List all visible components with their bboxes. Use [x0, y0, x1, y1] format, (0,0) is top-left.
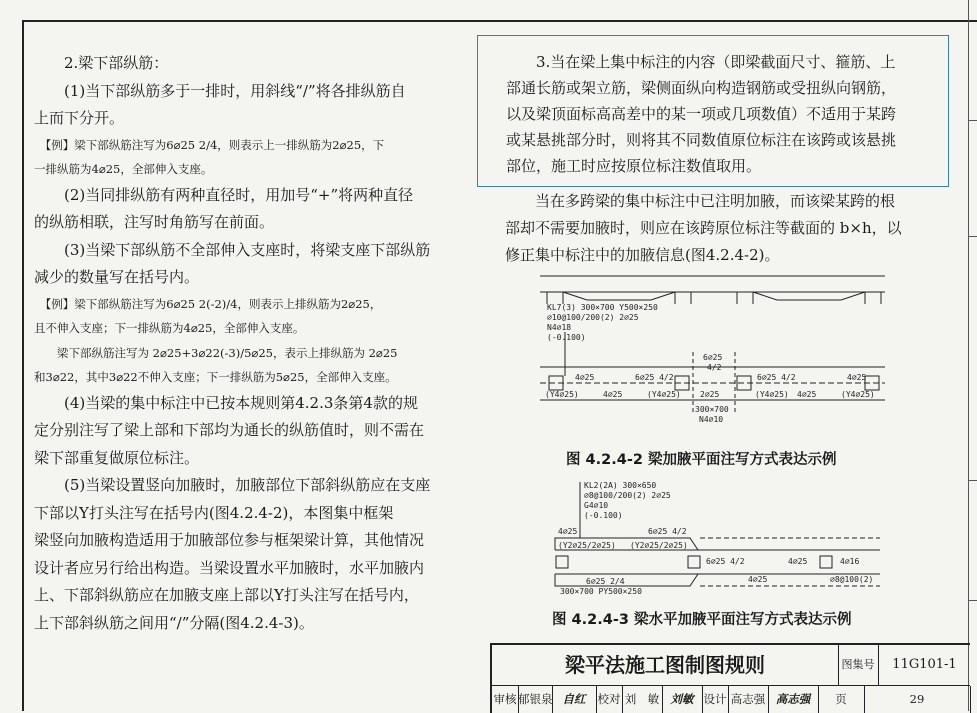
svg-text:6⌀25 4/2: 6⌀25 4/2: [635, 373, 674, 382]
callout-box: [477, 35, 949, 187]
title-block-cell: 郁银泉: [518, 686, 553, 713]
svg-text:4⌀25: 4⌀25: [797, 390, 817, 399]
left-text-line: (5)当梁设置竖向加腋时，加腋部位下部斜纵筋应在支座: [34, 476, 431, 494]
svg-text:4⌀25: 4⌀25: [558, 527, 578, 536]
svg-text:N4⌀10: N4⌀10: [699, 415, 724, 424]
title-block-cell: 审核: [492, 686, 519, 713]
svg-text:G4⌀10: G4⌀10: [584, 501, 609, 510]
left-text-line: (1)当下部纵筋多于一排时，用斜线“/”将各排纵筋自: [34, 81, 406, 100]
left-text-line: 减少的数量写在括号内。: [34, 268, 200, 286]
title-block-cell: 刘 敏: [622, 686, 663, 713]
page-frame-left: [22, 20, 24, 711]
title-block-signature-row: [492, 686, 970, 713]
left-text-line: (2)当同排纵筋有两种直径时，用加号“+”将两种直径: [34, 185, 414, 204]
svg-text:6⌀25: 6⌀25: [703, 353, 723, 362]
svg-text:KL7(3) 300×700 Y500×250: KL7(3) 300×700 Y500×250: [547, 303, 658, 312]
title-block-cell: 高志强: [728, 686, 769, 713]
left-text-line: 梁下部纵筋注写为 2⌀25+3⌀22(-3)/5⌀25，表示上排纵筋为 2⌀25: [34, 345, 398, 360]
figure-4-2-4-3-caption: 图 4.2.4-3 梁水平加腋平面注写方式表达示例: [552, 612, 852, 628]
figure-4-2-4-2: [535, 272, 895, 444]
svg-text:4⌀16: 4⌀16: [840, 557, 860, 566]
drawing-title: 梁平法施工图制图规则: [492, 645, 839, 686]
signature: 自红: [552, 686, 597, 713]
figure-4-2-4-2-caption: 图 4.2.4-2 梁加腋平面注写方式表达示例: [566, 452, 837, 468]
svg-text:6⌀25 4/2: 6⌀25 4/2: [706, 557, 745, 566]
svg-text:⌀8@100/200(2) 2⌀25: ⌀8@100/200(2) 2⌀25: [584, 491, 671, 500]
svg-text:N4⌀18: N4⌀18: [547, 323, 572, 332]
svg-text:(-0.100): (-0.100): [584, 511, 623, 520]
left-text-line: 梁竖向加腋构造适用于加腋部位参与框架梁计算，其他情况: [34, 531, 425, 549]
left-text-line: 【例】梁下部纵筋注写为6⌀25 2/4，则表示上一排纵筋为2⌀25，下: [34, 137, 385, 152]
left-text-line: 设计者应另行给出构造。当梁设置水平加腋时，水平加腋内: [34, 558, 425, 577]
left-text-line: (4)当梁的集中标注中已按本规则第4.2.3条第4款的规: [34, 393, 418, 412]
atlas-label: 图集号: [838, 645, 879, 686]
svg-text:⌀10@100/200(2) 2⌀25: ⌀10@100/200(2) 2⌀25: [547, 313, 639, 322]
callout-text-line: 或某悬挑部分时，则将其不同数值原位标注在该跨或该悬挑: [506, 131, 897, 149]
signature: 高志强: [768, 686, 819, 713]
left-text-line: 和3⌀22，其中3⌀22不伸入支座；下一排纵筋为5⌀25，全部伸入支座。: [34, 370, 397, 384]
left-text-line: 的纵筋相联，注写时角筋写在前面。: [34, 213, 275, 231]
callout-text-line: 部通长筋或架立筋，梁侧面纵向构造钢筋或受扭纵向钢筋，: [506, 79, 897, 97]
svg-text:(-0.100): (-0.100): [547, 333, 586, 342]
svg-text:4⌀25: 4⌀25: [603, 390, 623, 399]
callout-text-line: 以及梁顶面标高高差中的某一项或几项数值）不适用于某跨: [506, 105, 897, 123]
svg-text:KL2(2A) 300×650: KL2(2A) 300×650: [584, 481, 657, 490]
left-text-line: 2.梁下部纵筋：: [34, 54, 169, 72]
svg-text:300×700: 300×700: [695, 405, 729, 414]
figure-4-2-4-3: [550, 478, 890, 596]
signature: 刘敏: [662, 686, 703, 713]
svg-text:(Y2⌀25/2⌀25): (Y2⌀25/2⌀25): [558, 541, 616, 550]
left-text-line: 下部以Y打头注写在括号内(图4.2.4-2)，本图集中框架: [34, 503, 394, 522]
left-text-line: 梁下部重复做原位标注。: [34, 448, 200, 467]
left-text-line: 定分别注写了梁上部和下部均为通长的纵筋值时，则不需在: [34, 421, 425, 439]
title-block-cell: 页: [818, 686, 865, 713]
left-text-line: (3)当梁下部纵筋不全部伸入支座时，将梁支座下部纵筋: [34, 240, 431, 259]
right-text-line: 当在多跨梁的集中标注中已注明加腋，而该梁某跨的根: [505, 192, 896, 210]
svg-text:300×700 PY500×250: 300×700 PY500×250: [560, 587, 642, 596]
svg-text:6⌀25 4/2: 6⌀25 4/2: [648, 527, 687, 536]
left-text-line: 上而下分开。: [34, 109, 125, 127]
left-text-line: 上、下部斜纵筋应在加腋支座上部以Y打头注写在括号内，: [34, 586, 419, 604]
atlas-number: 11G101-1: [879, 645, 970, 686]
svg-text:4⌀25: 4⌀25: [575, 373, 595, 382]
right-text-line: 修正集中标注中的加腋信息(图4.2.4-2)。: [505, 246, 780, 264]
right-text-line: 部却不需要加腋时，则应在该跨原位标注等截面的 b×h，以: [505, 219, 902, 237]
left-text-line: 且不伸入支座；下一排纵筋为4⌀25，全部伸入支座。: [34, 321, 305, 335]
page-edge-marks: [968, 0, 977, 711]
title-block-cell: 29: [864, 686, 971, 713]
callout-text-line: 部位，施工时应按原位标注数值取用。: [506, 157, 762, 175]
left-text-line: 【例】梁下部纵筋注写为6⌀25 2(-2)/4，则表示上排纵筋为2⌀25，: [34, 296, 382, 311]
page-frame-top: [22, 20, 977, 22]
svg-text:(Y4⌀25): (Y4⌀25): [647, 390, 681, 399]
svg-text:(Y2⌀25/2⌀25): (Y2⌀25/2⌀25): [630, 541, 688, 550]
svg-text:6⌀25 2/4: 6⌀25 2/4: [586, 577, 625, 586]
title-block: [490, 643, 970, 713]
svg-text:(Y4⌀25): (Y4⌀25): [841, 390, 875, 399]
left-text-line: 一排纵筋为4⌀25，全部伸入支座。: [34, 162, 213, 176]
svg-text:(Y4⌀25): (Y4⌀25): [545, 390, 579, 399]
svg-text:4⌀25: 4⌀25: [748, 575, 768, 584]
svg-text:(Y4⌀25): (Y4⌀25): [755, 390, 789, 399]
svg-text:4⌀25: 4⌀25: [847, 373, 867, 382]
svg-text:2⌀25: 2⌀25: [700, 390, 720, 399]
title-block-cell: 校对: [596, 686, 623, 713]
left-text-line: 上下部斜纵筋之间用“/”分隔(图4.2.4-3)。: [34, 613, 314, 632]
svg-text:⌀8@100(2): ⌀8@100(2): [830, 575, 874, 584]
callout-text-line: 3.当在梁上集中标注的内容（即梁截面尺寸、箍筋、上: [506, 53, 896, 71]
svg-text:4⌀25: 4⌀25: [788, 557, 808, 566]
title-block-cell: 设计: [702, 686, 729, 713]
svg-text:4/2: 4/2: [707, 363, 722, 372]
svg-text:6⌀25 4/2: 6⌀25 4/2: [757, 373, 796, 382]
